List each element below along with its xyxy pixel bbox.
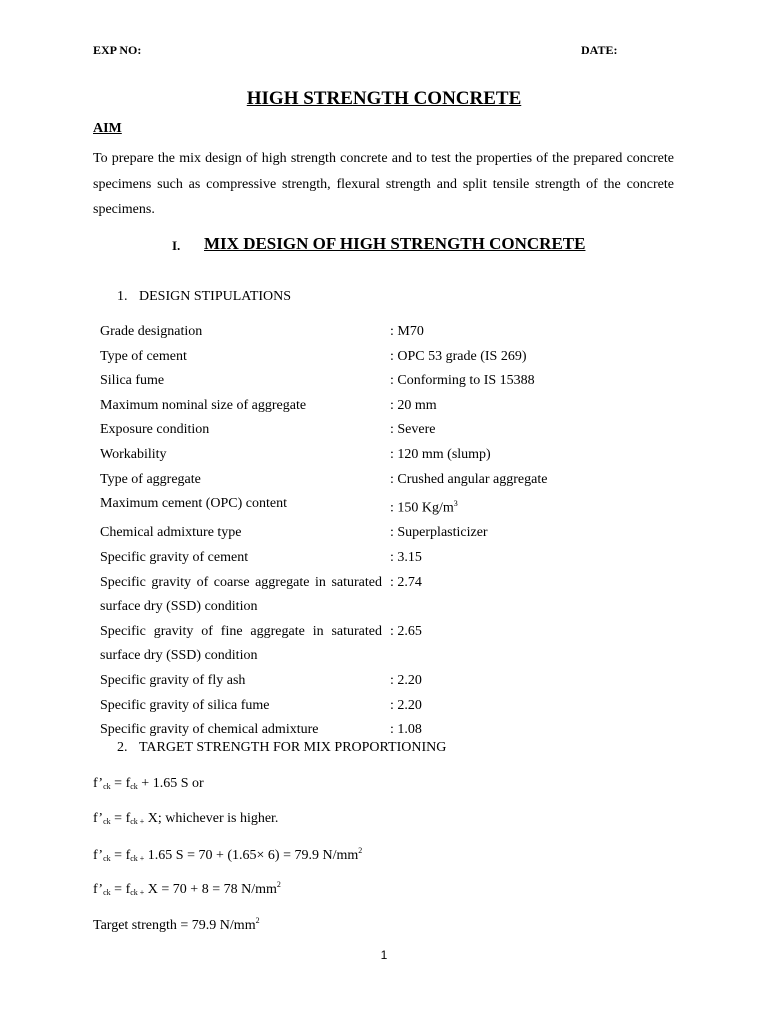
stip-key: Silica fume — [100, 373, 165, 389]
eq-part: = f — [114, 848, 131, 863]
date-label: DATE: — [581, 43, 618, 57]
table-row — [100, 468, 590, 493]
eq-part: = f — [114, 811, 131, 826]
target-heading — [117, 740, 446, 756]
stip-value — [390, 492, 590, 521]
stip-value: : 2.20 — [390, 697, 422, 713]
equation-3 — [93, 846, 362, 864]
stipulations-title: DESIGN STIPULATIONS — [139, 289, 292, 304]
eq-sub: ck — [103, 817, 111, 826]
eq-sub: ck + — [130, 817, 145, 826]
table-row — [100, 345, 590, 370]
stip-key: Maximum nominal size of aggregate — [100, 397, 307, 413]
eq-sup: 2 — [276, 880, 281, 889]
table-row — [100, 394, 590, 419]
section-number: I. — [172, 238, 181, 253]
target-number: 2. — [117, 740, 128, 755]
target-strength-result — [93, 916, 260, 934]
stip-value: : 1.08 — [390, 722, 422, 738]
eq-sup: 2 — [358, 846, 363, 855]
eq-part: Target strength = 79.9 N/mm — [93, 918, 256, 933]
eq-part: + 1.65 S or — [141, 776, 204, 791]
stip-key: Type of cement — [100, 348, 187, 364]
eq-part: = f — [114, 776, 131, 791]
table-row — [100, 369, 590, 394]
section-title: MIX DESIGN OF HIGH STRENGTH CONCRETE — [204, 234, 586, 253]
stip-key: Type of aggregate — [100, 471, 201, 487]
stip-value-text: : 150 Kg/m — [390, 500, 454, 516]
stipulations-number: 1. — [117, 289, 128, 304]
eq-sub: ck — [103, 782, 111, 791]
table-row — [100, 492, 590, 521]
stip-key: Specific gravity of fine aggregate in saturated surface dry (SSD) condition — [100, 623, 382, 664]
exp-no-label: EXP NO: — [93, 43, 142, 57]
table-row — [100, 521, 590, 546]
eq-part: f’ — [93, 776, 104, 791]
eq-sub: ck — [103, 854, 111, 863]
table-row — [100, 320, 590, 345]
stip-value: : Severe — [390, 422, 436, 438]
eq-part: 1.65 S = 70 + (1.65× 6) = 79.9 N/mm — [144, 848, 359, 863]
stip-key: Grade designation — [100, 324, 203, 339]
eq-sup: 2 — [255, 916, 260, 925]
eq-sub: ck — [130, 782, 138, 791]
stip-value: : Conforming to IS 15388 — [390, 373, 535, 389]
stip-value-sup: 3 — [453, 499, 458, 509]
stip-value: : 2.74 — [390, 574, 422, 590]
stip-key: Specific gravity of silica fume — [100, 697, 270, 713]
stipulations-heading — [117, 289, 291, 305]
page-number: 1 — [380, 948, 388, 962]
stip-value: : M70 — [390, 324, 424, 339]
equation-1 — [93, 776, 204, 792]
stip-value: : OPC 53 grade (IS 269) — [390, 348, 527, 364]
page-title: HIGH STRENGTH CONCRETE — [246, 88, 522, 109]
table-row — [100, 694, 590, 719]
eq-sub: ck + — [130, 854, 145, 863]
eq-part: X = 70 + 8 = 78 N/mm — [144, 882, 277, 897]
stip-key: Exposure condition — [100, 422, 210, 438]
stip-value: : 2.20 — [390, 672, 422, 688]
equation-4 — [93, 880, 281, 898]
stip-key: Specific gravity of fly ash — [100, 672, 246, 688]
stip-key: Specific gravity of coarse aggregate in saturated surface dry (SSD) condition — [100, 574, 382, 615]
table-row — [100, 443, 590, 468]
stip-key: Specific gravity of chemical admixture — [100, 722, 319, 738]
eq-part: f’ — [93, 848, 104, 863]
aim-heading: AIM — [93, 121, 122, 136]
stip-key: Specific gravity of cement — [100, 550, 249, 565]
stip-value: : Crushed angular aggregate — [390, 471, 548, 487]
eq-part: f’ — [93, 811, 104, 826]
eq-part: = f — [114, 882, 131, 897]
stip-key: Workability — [100, 446, 167, 462]
eq-sub: ck — [103, 888, 111, 897]
stip-value: : 20 mm — [390, 397, 437, 413]
table-row — [100, 546, 590, 571]
stip-key: Maximum cement (OPC) content — [100, 496, 288, 512]
eq-sub: ck + — [130, 888, 145, 897]
table-row — [100, 571, 590, 620]
stip-value: : 3.15 — [390, 550, 422, 565]
table-row — [100, 418, 590, 443]
eq-part: X; whichever is higher. — [144, 811, 279, 826]
target-title: TARGET STRENGTH FOR MIX PROPORTIONING — [139, 740, 447, 755]
aim-text: To prepare the mix design of high strength concrete and to test the properties of the prepared concrete specimens such as compressive strength, flexural strength and split tensile strength of the concrete specimens. — [93, 151, 674, 217]
stip-value: : Superplasticizer — [390, 525, 488, 541]
stip-value: : 120 mm (slump) — [390, 446, 491, 462]
eq-part: f’ — [93, 882, 104, 897]
equation-2 — [93, 811, 278, 827]
stip-value: : 2.65 — [390, 623, 422, 639]
table-row — [100, 669, 590, 694]
stip-key: Chemical admixture type — [100, 525, 242, 541]
table-row — [100, 620, 590, 669]
stipulations-table — [100, 320, 590, 743]
